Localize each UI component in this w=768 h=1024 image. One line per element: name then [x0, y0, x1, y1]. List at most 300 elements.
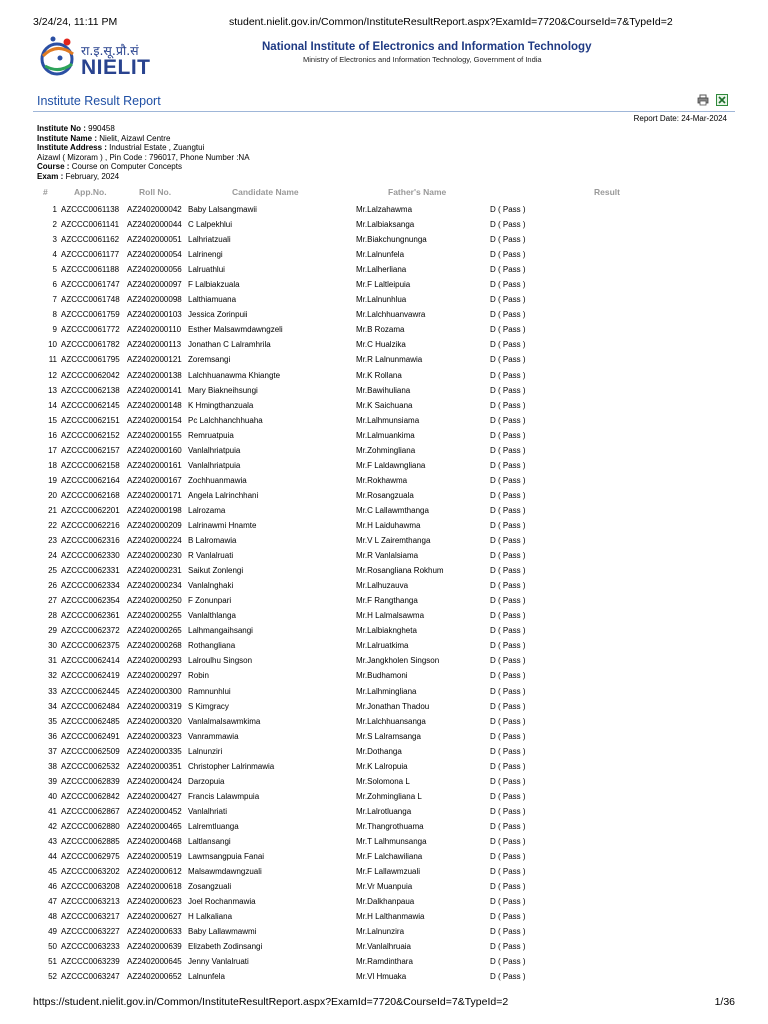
app-no: AZCCC0062419: [61, 671, 120, 681]
row-index: 31: [48, 656, 57, 666]
father-name: Mr.Bawihuliana: [356, 385, 411, 395]
roll-no: AZ2402000323: [127, 731, 182, 741]
candidate-name: Esther Malsawmdawngzeli: [188, 325, 283, 335]
candidate-name: Lalthiamuana: [188, 295, 237, 305]
row-index: 35: [48, 716, 57, 726]
row-index: 19: [48, 475, 57, 485]
row-index: 44: [48, 852, 57, 862]
report-date: Report Date: 24-Mar-2024: [633, 114, 727, 123]
row-index: 42: [48, 821, 57, 831]
result: D ( Pass ): [490, 521, 526, 530]
app-no: AZCCC0062354: [61, 596, 120, 606]
result: D ( Pass ): [490, 385, 526, 395]
app-no: AZCCC0062157: [61, 445, 120, 455]
row-index: 26: [48, 581, 57, 591]
candidate-name: Lalnunziri: [188, 746, 223, 756]
table-row: [33, 458, 560, 473]
roll-no: AZ2402000297: [127, 671, 182, 681]
row-index: 24: [48, 551, 57, 561]
row-index: 30: [48, 641, 57, 651]
result: D ( Pass ): [490, 656, 526, 666]
table-row: [33, 247, 560, 262]
row-index: 41: [48, 806, 57, 816]
result: D ( Pass ): [490, 776, 526, 786]
roll-no: AZ2402000121: [127, 355, 182, 365]
roll-no: AZ2402000054: [127, 250, 182, 260]
table-row: [33, 202, 560, 217]
candidate-name: Jessica Zorinpuii: [188, 310, 248, 320]
institute-name-label: Institute Name :: [37, 133, 98, 143]
roll-no: AZ2402000351: [127, 761, 182, 771]
app-no: AZCCC0062158: [61, 460, 120, 470]
roll-no: AZ2402000209: [127, 521, 182, 530]
row-index: 27: [48, 596, 57, 606]
app-no: AZCCC0063239: [61, 957, 120, 967]
roll-no: AZ2402000265: [127, 626, 182, 636]
app-no: AZCCC0062152: [61, 430, 120, 440]
father-name: Mr.Ramdinthara: [356, 957, 413, 967]
candidate-name: Vanrammawia: [188, 731, 239, 741]
father-name: Mr.H Lalmalsawma: [356, 611, 425, 621]
table-row: [33, 262, 560, 277]
candidate-name: F Zonunpari: [188, 596, 232, 606]
row-index: 2: [52, 220, 57, 230]
father-name: Mr.Lalhmingliana: [356, 686, 417, 696]
candidate-name: Francis Lalawmpuia: [188, 791, 260, 801]
father-name: Mr.K Saichuana: [356, 400, 413, 410]
candidate-name: Jonathan C Lalramhrila: [188, 340, 271, 350]
row-index: 45: [48, 867, 57, 877]
row-index: 25: [48, 566, 57, 576]
result: D ( Pass ): [490, 280, 526, 290]
result: D ( Pass ): [490, 445, 526, 455]
father-name: Mr.Dothanga: [356, 746, 402, 756]
row-index: 50: [48, 942, 57, 952]
candidate-name: Elizabeth Zodinsangi: [188, 942, 263, 952]
roll-no: AZ2402000300: [127, 686, 182, 696]
candidate-name: Vanlalmalsawmkima: [188, 716, 261, 726]
candidate-name: H Lalkaliana: [188, 912, 233, 922]
roll-no: AZ2402000167: [127, 475, 182, 485]
table-row: [33, 292, 560, 307]
roll-no: AZ2402000633: [127, 927, 182, 937]
father-name: Mr.F Rangthanga: [356, 596, 418, 606]
institute-address-label: Institute Address :: [37, 143, 107, 153]
table-row: [33, 608, 560, 623]
institute-address-line2: Aizawl ( Mizoram ) , Pin Code : 796017, Phone Number :NA: [37, 152, 250, 162]
result: D ( Pass ): [490, 942, 526, 952]
app-no: AZCCC0061138: [61, 205, 120, 215]
ministry-name: Ministry of Electronics and Information Technology, Government of India: [303, 55, 542, 64]
nielit-logo[interactable]: [37, 34, 157, 84]
app-no: AZCCC0062485: [61, 716, 120, 726]
father-name: Mr.V L Zairemthanga: [356, 536, 431, 546]
candidate-name: Lalrozama: [188, 505, 226, 515]
row-index: 28: [48, 611, 57, 621]
hindi-acronym: रा.इ.सू.प्रौ.सं: [81, 43, 139, 58]
roll-no: AZ2402000465: [127, 821, 182, 831]
row-index: 32: [48, 671, 57, 681]
candidate-name: Saikut Zonlengi: [188, 566, 244, 576]
father-name: Mr.Zohmingliana: [356, 445, 416, 455]
row-index: 29: [48, 626, 57, 636]
father-name: Mr.Vanlalhruaia: [356, 942, 411, 952]
father-name: Mr.C Hualzika: [356, 340, 406, 350]
app-no: AZCCC0063202: [61, 867, 120, 877]
row-index: 23: [48, 536, 57, 546]
candidate-name: Laltlansangi: [188, 836, 231, 846]
result: D ( Pass ): [490, 415, 526, 425]
excel-export-icon[interactable]: [716, 93, 728, 105]
result: D ( Pass ): [490, 882, 526, 892]
app-no: AZCCC0062880: [61, 821, 120, 831]
course-label: Course :: [37, 162, 70, 172]
result: D ( Pass ): [490, 701, 526, 711]
table-row: [33, 398, 560, 413]
results-table: [33, 202, 560, 984]
page-number: 1/36: [714, 996, 735, 1008]
father-name: Mr.Solomona L: [356, 776, 410, 786]
table-row: [33, 939, 560, 954]
row-index: 10: [48, 340, 57, 350]
result: D ( Pass ): [490, 325, 526, 335]
result: D ( Pass ): [490, 972, 526, 982]
col-header-father-name: Father's Name: [388, 187, 447, 197]
row-index: 46: [48, 882, 57, 892]
institute-no-label: Institute No :: [37, 124, 86, 133]
roll-no: AZ2402000224: [127, 536, 182, 546]
row-index: 21: [48, 505, 57, 515]
app-no: AZCCC0062414: [61, 656, 120, 666]
page-title: Institute Result Report: [37, 94, 161, 108]
table-row: [33, 729, 560, 744]
app-no: AZCCC0062201: [61, 505, 120, 515]
roll-no: AZ2402000110: [127, 325, 182, 335]
col-header-roll-no: Roll No.: [139, 187, 172, 197]
result: D ( Pass ): [490, 731, 526, 741]
result: D ( Pass ): [490, 355, 526, 365]
table-row: [33, 714, 560, 729]
table-row: [33, 684, 560, 699]
father-name: Mr.Dalkhanpaua: [356, 897, 415, 907]
roll-no: AZ2402000623: [127, 897, 182, 907]
father-name: Mr.K Rollana: [356, 370, 402, 380]
row-index: 17: [48, 445, 57, 455]
footer-url: https://student.nielit.gov.in/Common/InstituteResultReport.aspx?ExamId=7720&CourseId=7&TypeId=2: [33, 996, 509, 1008]
candidate-name: Mary Biakneihsungi: [188, 385, 258, 395]
father-name: Mr.Jangkholen Singson: [356, 656, 440, 666]
result: D ( Pass ): [490, 836, 526, 846]
father-name: Mr.Lalmuankima: [356, 430, 415, 440]
row-index: 11: [48, 355, 57, 365]
print-header: [33, 16, 735, 30]
father-name: Mr.R Lalnunmawia: [356, 355, 423, 365]
father-name: Mr.Rosangliana Rokhum: [356, 566, 444, 576]
roll-no: AZ2402000234: [127, 581, 182, 591]
candidate-name: Darzopuia: [188, 776, 225, 786]
father-name: Mr.Lalhuzauva: [356, 581, 409, 591]
roll-no: AZ2402000627: [127, 912, 182, 922]
row-index: 49: [48, 927, 57, 937]
result: D ( Pass ): [490, 671, 526, 681]
app-no: AZCCC0062164: [61, 475, 120, 485]
row-index: 12: [48, 370, 57, 380]
father-name: Mr.Rosangzuala: [356, 490, 414, 500]
father-name: Mr.Lalnunzira: [356, 927, 405, 937]
roll-no: AZ2402000056: [127, 265, 182, 275]
result: D ( Pass ): [490, 265, 526, 275]
father-name: Mr.Biakchungnunga: [356, 235, 427, 245]
candidate-name: Vanlalhriati: [188, 806, 227, 816]
roll-no: AZ2402000141: [127, 385, 182, 395]
roll-no: AZ2402000155: [127, 430, 182, 440]
father-name: Mr.Lalchhuanvawra: [356, 310, 426, 320]
row-index: 40: [48, 791, 57, 801]
row-index: 36: [48, 731, 57, 741]
roll-no: AZ2402000293: [127, 656, 182, 666]
app-no: AZCCC0062842: [61, 791, 120, 801]
app-no: AZCCC0063213: [61, 897, 120, 907]
table-row: [33, 533, 560, 548]
candidate-name: Vanlalhriatpuia: [188, 445, 241, 455]
app-no: AZCCC0063227: [61, 927, 120, 937]
table-row: [33, 668, 560, 683]
result: D ( Pass ): [490, 400, 526, 410]
roll-no: AZ2402000255: [127, 611, 182, 621]
table-row: [33, 849, 560, 864]
candidate-name: Lalchhuanawma Khiangte: [188, 370, 281, 380]
row-index: 3: [52, 235, 57, 245]
roll-no: AZ2402000519: [127, 852, 182, 862]
result: D ( Pass ): [490, 852, 526, 862]
result: D ( Pass ): [490, 867, 526, 877]
globe-logo-icon: [37, 34, 79, 80]
table-row: [33, 699, 560, 714]
father-name: Mr.Budhamoni: [356, 671, 408, 681]
row-index: 47: [48, 897, 57, 907]
print-url: student.nielit.gov.in/Common/InstituteResultReport.aspx?ExamId=7720&CourseId=7&TypeId=2: [229, 16, 673, 28]
table-row: [33, 879, 560, 894]
table-row: [33, 488, 560, 503]
father-name: Mr.Thangrothuama: [356, 821, 424, 831]
father-name: Mr.F Lallawmzuali: [356, 867, 421, 877]
app-no: AZCCC0062168: [61, 490, 120, 500]
candidate-name: B Lalromawia: [188, 536, 237, 546]
roll-no: AZ2402000138: [127, 370, 182, 380]
candidate-name: Christopher Lalrinmawia: [188, 761, 275, 771]
father-name: Mr.Zohmingliana L: [356, 791, 422, 801]
app-no: AZCCC0062145: [61, 400, 120, 410]
institute-address-value: Industrial Estate , Zuangtui: [109, 143, 205, 153]
roll-no: AZ2402000198: [127, 505, 182, 515]
roll-no: AZ2402000231: [127, 566, 182, 576]
roll-no: AZ2402000161: [127, 460, 182, 470]
exam-label: Exam :: [37, 171, 64, 181]
course-value: Course on Computer Concepts: [71, 162, 182, 172]
table-row: [33, 894, 560, 909]
candidate-name: Ramnunhlui: [188, 686, 231, 696]
candidate-name: Lawmsangpuia Fanai: [188, 852, 265, 862]
roll-no: AZ2402000320: [127, 716, 182, 726]
result: D ( Pass ): [490, 761, 526, 771]
row-index: 8: [52, 310, 57, 320]
father-name: Mr.Jonathan Thadou: [356, 701, 430, 711]
candidate-name: Remruatpuia: [188, 430, 234, 440]
table-row: [33, 518, 560, 533]
institute-no-value: 990458: [88, 124, 115, 133]
result: D ( Pass ): [490, 475, 526, 485]
result: D ( Pass ): [490, 641, 526, 651]
report-actions: [694, 93, 728, 111]
row-index: 18: [48, 460, 57, 470]
roll-no: AZ2402000335: [127, 746, 182, 756]
table-row: [33, 548, 560, 563]
table-header: [33, 187, 733, 199]
row-index: 37: [48, 746, 57, 756]
table-row: [33, 428, 560, 443]
organization-name: National Institute of Electronics and Information Technology: [262, 41, 592, 53]
candidate-name: Baby Lallawmawmi: [188, 927, 257, 937]
candidate-name: Lalhriatzuali: [188, 235, 231, 245]
row-index: 16: [48, 430, 57, 440]
roll-no: AZ2402000171: [127, 490, 182, 500]
roll-no: AZ2402000113: [127, 340, 182, 350]
father-name: Mr.T Lalhmunsanga: [356, 836, 427, 846]
result: D ( Pass ): [490, 551, 526, 561]
table-row: [33, 563, 560, 578]
father-name: Mr.C Lallawmthanga: [356, 505, 429, 515]
roll-no: AZ2402000452: [127, 806, 182, 816]
table-row: [33, 819, 560, 834]
result: D ( Pass ): [490, 295, 526, 305]
app-no: AZCCC0062216: [61, 521, 120, 530]
row-index: 7: [52, 295, 57, 305]
candidate-name: Joel Rochanmawia: [188, 897, 256, 907]
roll-no: AZ2402000098: [127, 295, 182, 305]
table-row: [33, 578, 560, 593]
result: D ( Pass ): [490, 746, 526, 756]
candidate-name: Zoremsangi: [188, 355, 231, 365]
result: D ( Pass ): [490, 235, 526, 245]
father-name: Mr.Lalnunhlua: [356, 295, 407, 305]
roll-no: AZ2402000042: [127, 205, 182, 215]
institute-name-value: Nielit, Aizawl Centre: [99, 133, 171, 143]
result: D ( Pass ): [490, 686, 526, 696]
roll-no: AZ2402000652: [127, 972, 182, 982]
app-no: AZCCC0061188: [61, 265, 120, 275]
result: D ( Pass ): [490, 626, 526, 636]
roll-no: AZ2402000230: [127, 551, 182, 561]
roll-no: AZ2402000268: [127, 641, 182, 651]
col-header-result: Result: [594, 187, 620, 197]
result: D ( Pass ): [490, 716, 526, 726]
result: D ( Pass ): [490, 821, 526, 831]
app-no: AZCCC0061782: [61, 340, 120, 350]
candidate-name: Jenny Vanlalruati: [188, 957, 249, 967]
app-no: AZCCC0062372: [61, 626, 120, 636]
app-no: AZCCC0061162: [61, 235, 120, 245]
roll-no: AZ2402000097: [127, 280, 182, 290]
app-no: AZCCC0062042: [61, 370, 120, 380]
result: D ( Pass ): [490, 250, 526, 260]
app-no: AZCCC0062867: [61, 806, 120, 816]
father-name: Mr.F Lalchawiliana: [356, 852, 423, 862]
app-no: AZCCC0062509: [61, 746, 120, 756]
result: D ( Pass ): [490, 430, 526, 440]
father-name: Mr.Lalrotluanga: [356, 806, 412, 816]
result: D ( Pass ): [490, 611, 526, 621]
roll-no: AZ2402000639: [127, 942, 182, 952]
print-icon[interactable]: [697, 93, 709, 105]
app-no: AZCCC0063217: [61, 912, 120, 922]
candidate-name: Vanlalnghaki: [188, 581, 234, 591]
father-name: Mr.Lalhmunsiama: [356, 415, 420, 425]
row-index: 13: [48, 385, 57, 395]
row-index: 6: [52, 280, 57, 290]
table-row: [33, 653, 560, 668]
father-name: Mr.H Laiduhawma: [356, 521, 421, 530]
app-no: AZCCC0062532: [61, 761, 120, 771]
result: D ( Pass ): [490, 897, 526, 907]
table-row: [33, 383, 560, 398]
app-no: AZCCC0063247: [61, 972, 120, 982]
table-row: [33, 503, 560, 518]
print-footer: [33, 996, 735, 1010]
app-no: AZCCC0061747: [61, 280, 120, 290]
candidate-name: Lalremtluanga: [188, 821, 239, 831]
result: D ( Pass ): [490, 581, 526, 591]
row-index: 1: [52, 205, 57, 215]
row-index: 20: [48, 490, 57, 500]
candidate-name: Zochhuanmawia: [188, 475, 247, 485]
app-no: AZCCC0062361: [61, 611, 120, 621]
table-row: [33, 277, 560, 292]
row-index: 33: [48, 686, 57, 696]
roll-no: AZ2402000618: [127, 882, 182, 892]
father-name: Mr.F Laldawngliana: [356, 460, 426, 470]
table-row: [33, 969, 560, 984]
candidate-name: Lalrinengi: [188, 250, 223, 260]
table-row: [33, 864, 560, 879]
result: D ( Pass ): [490, 596, 526, 606]
table-row: [33, 924, 560, 939]
father-name: Mr.F Laltleipuia: [356, 280, 411, 290]
father-name: Mr.R Vanlalsiama: [356, 551, 419, 561]
roll-no: AZ2402000044: [127, 220, 182, 230]
father-name: Mr.K Lalropuia: [356, 761, 408, 771]
table-row: [33, 759, 560, 774]
row-index: 14: [48, 400, 57, 410]
candidate-name: Baby Lalsangmawii: [188, 205, 257, 215]
row-index: 9: [52, 325, 57, 335]
father-name: Mr.B Rozama: [356, 325, 405, 335]
row-index: 38: [48, 761, 57, 771]
candidate-name: Lalroulhu Singson: [188, 656, 253, 666]
result: D ( Pass ): [490, 340, 526, 350]
table-row: [33, 473, 560, 488]
candidate-name: Pc Lalchhanchhuaha: [188, 415, 263, 425]
roll-no: AZ2402000051: [127, 235, 182, 245]
col-header-app-no: App.No.: [74, 187, 107, 197]
result: D ( Pass ): [490, 536, 526, 546]
table-row: [33, 638, 560, 653]
table-row: [33, 954, 560, 969]
app-no: AZCCC0062491: [61, 731, 120, 741]
app-no: AZCCC0062331: [61, 566, 120, 576]
result: D ( Pass ): [490, 791, 526, 801]
app-no: AZCCC0062975: [61, 852, 120, 862]
row-index: 22: [48, 521, 57, 530]
